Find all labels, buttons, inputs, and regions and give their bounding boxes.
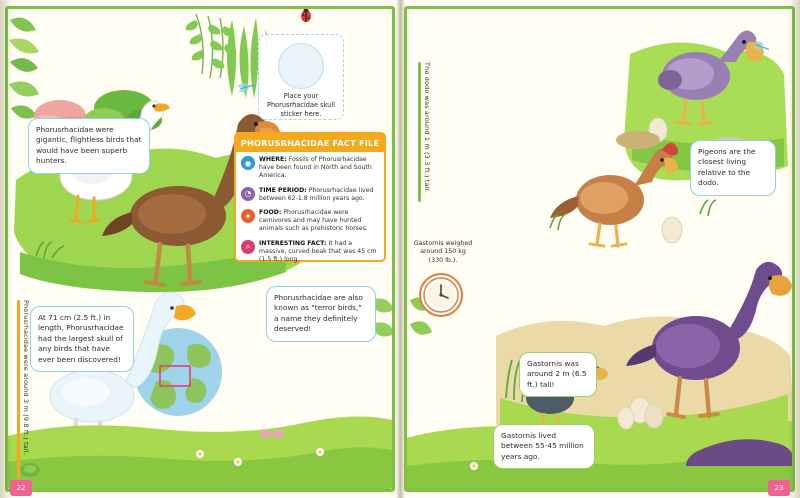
callout-text: Phorusrhacidae were gigantic, flightless birds that would have been superb hunters. (36, 125, 142, 166)
sticker-instruction: Place your Phorusrhacidae skull sticker here. (266, 92, 336, 118)
height-scale-bar-dodo (418, 62, 421, 202)
fact-row-label: WHERE: (259, 156, 287, 163)
page-edge-shadow-left (0, 0, 12, 498)
callout-largest-skull (30, 306, 134, 372)
fact-file-box (234, 132, 386, 262)
callout-terror-birds (266, 286, 376, 342)
height-scale-label-left: Phorusrhacidae were around 3 m (9.8 ft.) tall. (22, 300, 30, 456)
callout-text: At 71 cm (2.5 ft.) in length, Phorusrhacidae had the largest skull of any birds that have ever been discovered! (38, 313, 124, 364)
height-scale-label-dodo: The dodo was around 1 m (3.3 ft.) tall. (423, 62, 431, 193)
fact-row-food (236, 205, 384, 236)
sticker-circle (278, 43, 324, 89)
clock-icon: ◔ (241, 187, 255, 201)
height-scale-bar-left (17, 300, 20, 478)
clock-icon (419, 273, 463, 317)
globe-icon: ◉ (241, 156, 255, 170)
callout-text: Gastornis lived between 55-45 million years ago. (501, 431, 584, 461)
page-number-right: 23 (768, 480, 790, 496)
book-gutter (396, 0, 405, 498)
fact-row-text: INTERESTING FACT: It had a massive, curved beak that was 45 cm (1.5 ft.) long. (259, 239, 377, 264)
fact-row-time-period (236, 183, 384, 205)
sticker-placement-area[interactable] (258, 34, 344, 120)
page-number-left: 22 (10, 480, 32, 496)
magnifier-icon: ⌕ (241, 240, 255, 254)
callout-text: Phorusrhacidae are also known as "terror birds," a name they definitely deserved! (274, 293, 363, 334)
page-edge-shadow-right (788, 0, 800, 498)
fact-row-label: INTERESTING FACT: (259, 239, 327, 247)
fact-row-label: FOOD: (259, 209, 282, 217)
gastornis-weight-note: Gastornis weighed around 150 kg (330 lb.). (413, 240, 473, 264)
fact-row-label: TIME PERIOD: (259, 186, 307, 194)
fact-row-text: WHERE: Fossils of Phorusrhacidae have been found in North and South America. (259, 156, 372, 180)
fact-row-text: TIME PERIOD: Phorusrhacidae lived between 62-1.8 million years ago. (259, 186, 374, 202)
callout-phorusrhacidae-gigantic (28, 118, 150, 174)
fact-file-title: PHORUSRHACIDAE FACT FILE (236, 134, 384, 152)
callout-pigeons-relative (690, 140, 776, 196)
fact-row-text: FOOD: Phorusrhacidae were carnivores and may have hunted animals such as prehistoric horses. (259, 209, 368, 233)
callout-gastornis-time (493, 424, 595, 469)
callout-gastornis-height (519, 352, 597, 397)
callout-text: Pigeons are the closest living relative to the dodo. (698, 147, 756, 188)
meat-icon: ✦ (241, 209, 255, 223)
fact-row-where (236, 152, 384, 183)
callout-text: Gastornis was around 2 m (6.5 ft.) tall! (527, 359, 587, 389)
fact-row-interesting-fact (236, 236, 384, 267)
